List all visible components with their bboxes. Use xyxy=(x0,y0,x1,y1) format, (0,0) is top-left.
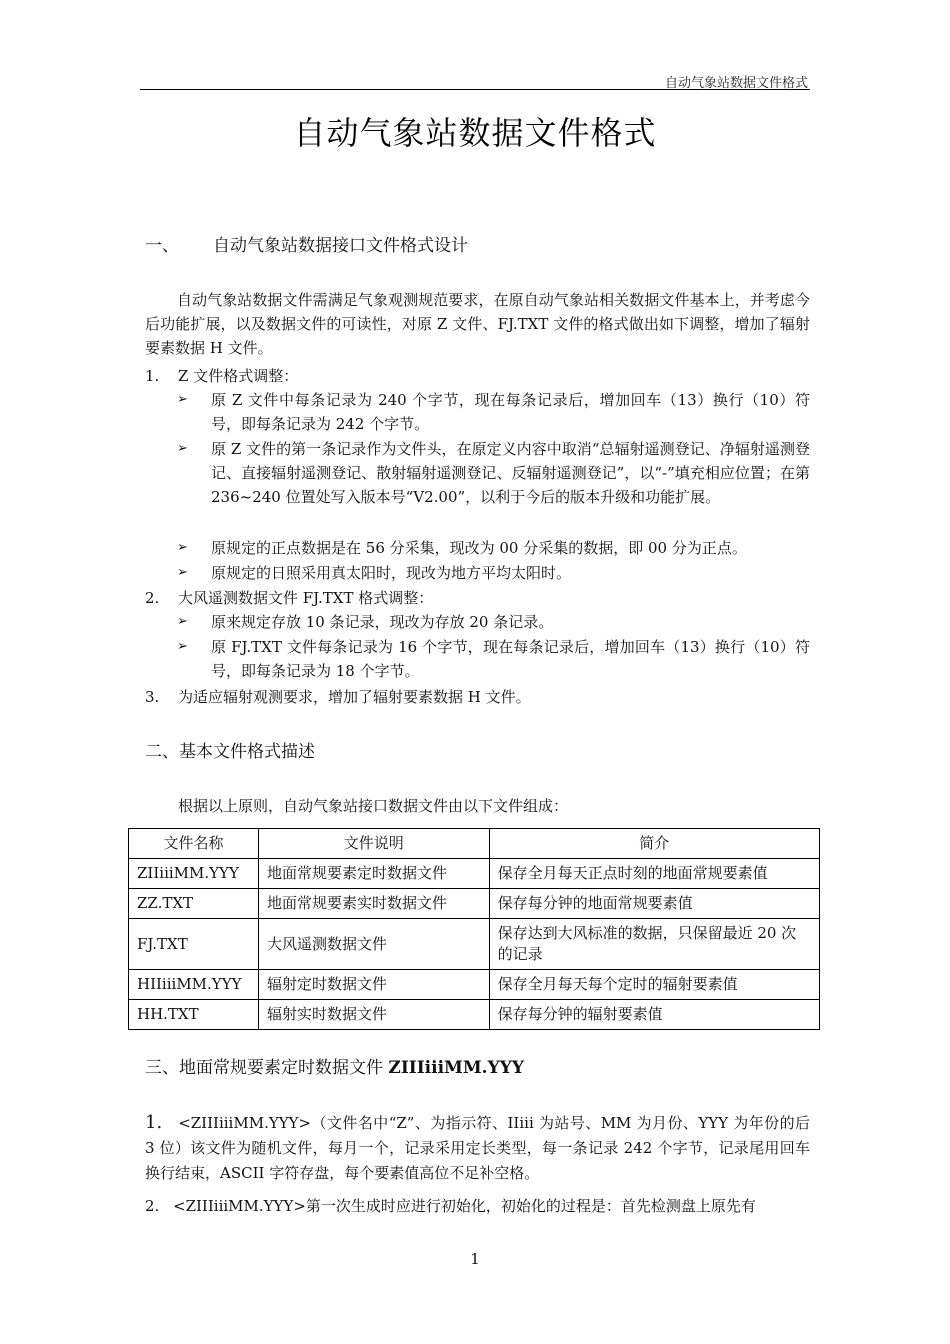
bullet-item xyxy=(177,610,810,634)
bullet-arrow-icon: ➢ xyxy=(177,392,188,407)
bullet-text: 原规定的日照采用真太阳时，现改为地方平均太阳时。 xyxy=(211,564,572,582)
list-item-text: 为适应辐射观测要求，增加了辐射要素数据 H 文件。 xyxy=(178,688,531,706)
cell-file-name: HIIiiiMM.YYY xyxy=(129,970,259,1000)
cell-file-name: FJ.TXT xyxy=(129,919,259,970)
bullet-item xyxy=(177,388,810,436)
section-1-title: 自动气象站数据接口文件格式设计 xyxy=(213,236,468,256)
table-row xyxy=(129,889,820,919)
table-row xyxy=(129,970,820,1000)
section-3-paragraph-2 xyxy=(145,1194,810,1218)
column-header-file-name: 文件名称 xyxy=(129,829,259,859)
cell-file-desc: 地面常规要素实时数据文件 xyxy=(258,889,489,919)
document-title: 自动气象站数据文件格式 xyxy=(293,114,657,152)
cell-summary: 保存达到大风标准的数据，只保留最近 20 次的记录 xyxy=(489,919,819,970)
bullet-text: 原 Z 文件中每条记录为 240 个字节，现在每条记录后，增加回车（13）换行（10）符号，即每条记录为 242 个字节。 xyxy=(211,391,810,433)
bullet-arrow-icon: ➢ xyxy=(177,614,188,629)
cell-file-desc: 辐射定时数据文件 xyxy=(258,970,489,1000)
bullet-text: 原来规定存放 10 条记录，现改为存放 20 条记录。 xyxy=(211,613,554,631)
table-row xyxy=(129,919,820,970)
cell-file-name: ZIIiiiMM.YYY xyxy=(129,859,259,889)
list-item-number: 3. xyxy=(145,688,160,706)
table-row xyxy=(129,859,820,889)
section-1-number: 一、 xyxy=(145,236,179,256)
section-2-heading: 二、基本文件格式描述 xyxy=(145,742,315,762)
list-item-number: 2. xyxy=(145,589,160,607)
list-item xyxy=(145,685,531,709)
column-header-summary: 简介 xyxy=(489,829,819,859)
bullet-item xyxy=(177,561,810,585)
list-item xyxy=(145,364,298,388)
section-3-heading xyxy=(145,1053,524,1078)
table-row xyxy=(129,1000,820,1030)
cell-summary: 保存每分钟的地面常规要素值 xyxy=(489,889,819,919)
list-item-number: 1. xyxy=(145,367,160,385)
list-item-text: Z 文件格式调整： xyxy=(178,367,299,385)
section-1-heading xyxy=(145,231,468,256)
bullet-item xyxy=(177,437,810,509)
bullet-arrow-icon: ➢ xyxy=(177,565,188,580)
list-item xyxy=(145,586,433,610)
bullet-text: 原规定的正点数据是在 56 分采集，现改为 00 分采集的数据，即 00 分为正点。 xyxy=(211,539,747,557)
section-3-paragraph-1 xyxy=(145,1110,810,1186)
cell-file-desc: 辐射实时数据文件 xyxy=(258,1000,489,1030)
header-rule xyxy=(140,89,810,90)
cell-file-name: HH.TXT xyxy=(129,1000,259,1030)
cell-summary: 保存全月每天每个定时的辐射要素值 xyxy=(489,970,819,1000)
bullet-item xyxy=(177,536,810,560)
cell-file-desc: 大风遥测数据文件 xyxy=(258,919,489,970)
bullet-arrow-icon: ➢ xyxy=(177,441,188,456)
paragraph-number: 1. xyxy=(145,1112,163,1133)
section-3-file-name: ZIIIiiiMM.YYY xyxy=(388,1058,525,1078)
column-header-file-desc: 文件说明 xyxy=(258,829,489,859)
bullet-arrow-icon: ➢ xyxy=(177,639,188,654)
list-item-text: 大风遥测数据文件 FJ.TXT 格式调整： xyxy=(178,589,434,607)
cell-file-name: ZZ.TXT xyxy=(129,889,259,919)
bullet-item xyxy=(177,635,810,683)
paragraph-number: 2. xyxy=(145,1197,160,1215)
bullet-text: 原 Z 文件的第一条记录作为文件头，在原定义内容中取消“总辐射遥测登记、净辐射遥测登记、直接辐射遥测登记、散射辐射遥测登记、反辐射遥测登记”，以“-”填充相应位置；在第 236~240 位置处写入版本号“V2.00”，以利于今后的版本升级和功能扩展。 xyxy=(211,440,810,506)
table-header-row xyxy=(129,829,820,859)
section-3-title: 三、地面常规要素定时数据文件 xyxy=(145,1058,389,1078)
bullet-text: 原 FJ.TXT 文件每条记录为 16 个字节，现在每条记录后，增加回车（13）换行（10）符号，即每条记录为 18 个字节。 xyxy=(211,638,810,680)
cell-summary: 保存全月每天正点时刻的地面常规要素值 xyxy=(489,859,819,889)
page-number: 1 xyxy=(470,1250,480,1268)
paragraph-text: <ZIIIiiiMM.YYY>第一次生成时应进行初始化，初始化的过程是：首先检测盘上原先有 xyxy=(173,1197,756,1215)
running-header: 自动气象站数据文件格式 xyxy=(664,76,808,91)
paragraph-text: <ZIIIiiiMM.YYY>（文件名中“Z”、为指示符、IIiii 为站号、MM 为月份、YYY 为年份的后 3 位）该文件为随机文件，每月一个，记录采用定长类型，每一条记录 242 个字节，记录尾用回车换行结束，ASCII 字符存盘，每个要素值高位不足补空格。 xyxy=(145,1114,810,1182)
section-2-intro: 根据以上原则，自动气象站接口数据文件由以下文件组成： xyxy=(178,797,569,815)
cell-summary: 保存每分钟的辐射要素值 xyxy=(489,1000,819,1030)
bullet-arrow-icon: ➢ xyxy=(177,540,188,555)
cell-file-desc: 地面常规要素定时数据文件 xyxy=(258,859,489,889)
section-1-intro: 自动气象站数据文件需满足气象观测规范要求，在原自动气象站相关数据文件基本上，并考虑今后功能扩展，以及数据文件的可读性，对原 Z 文件、FJ.TXT 文件的格式做出如下调整，增加了辐射要素数据 H 文件。 xyxy=(145,291,810,357)
file-table xyxy=(128,828,820,1030)
